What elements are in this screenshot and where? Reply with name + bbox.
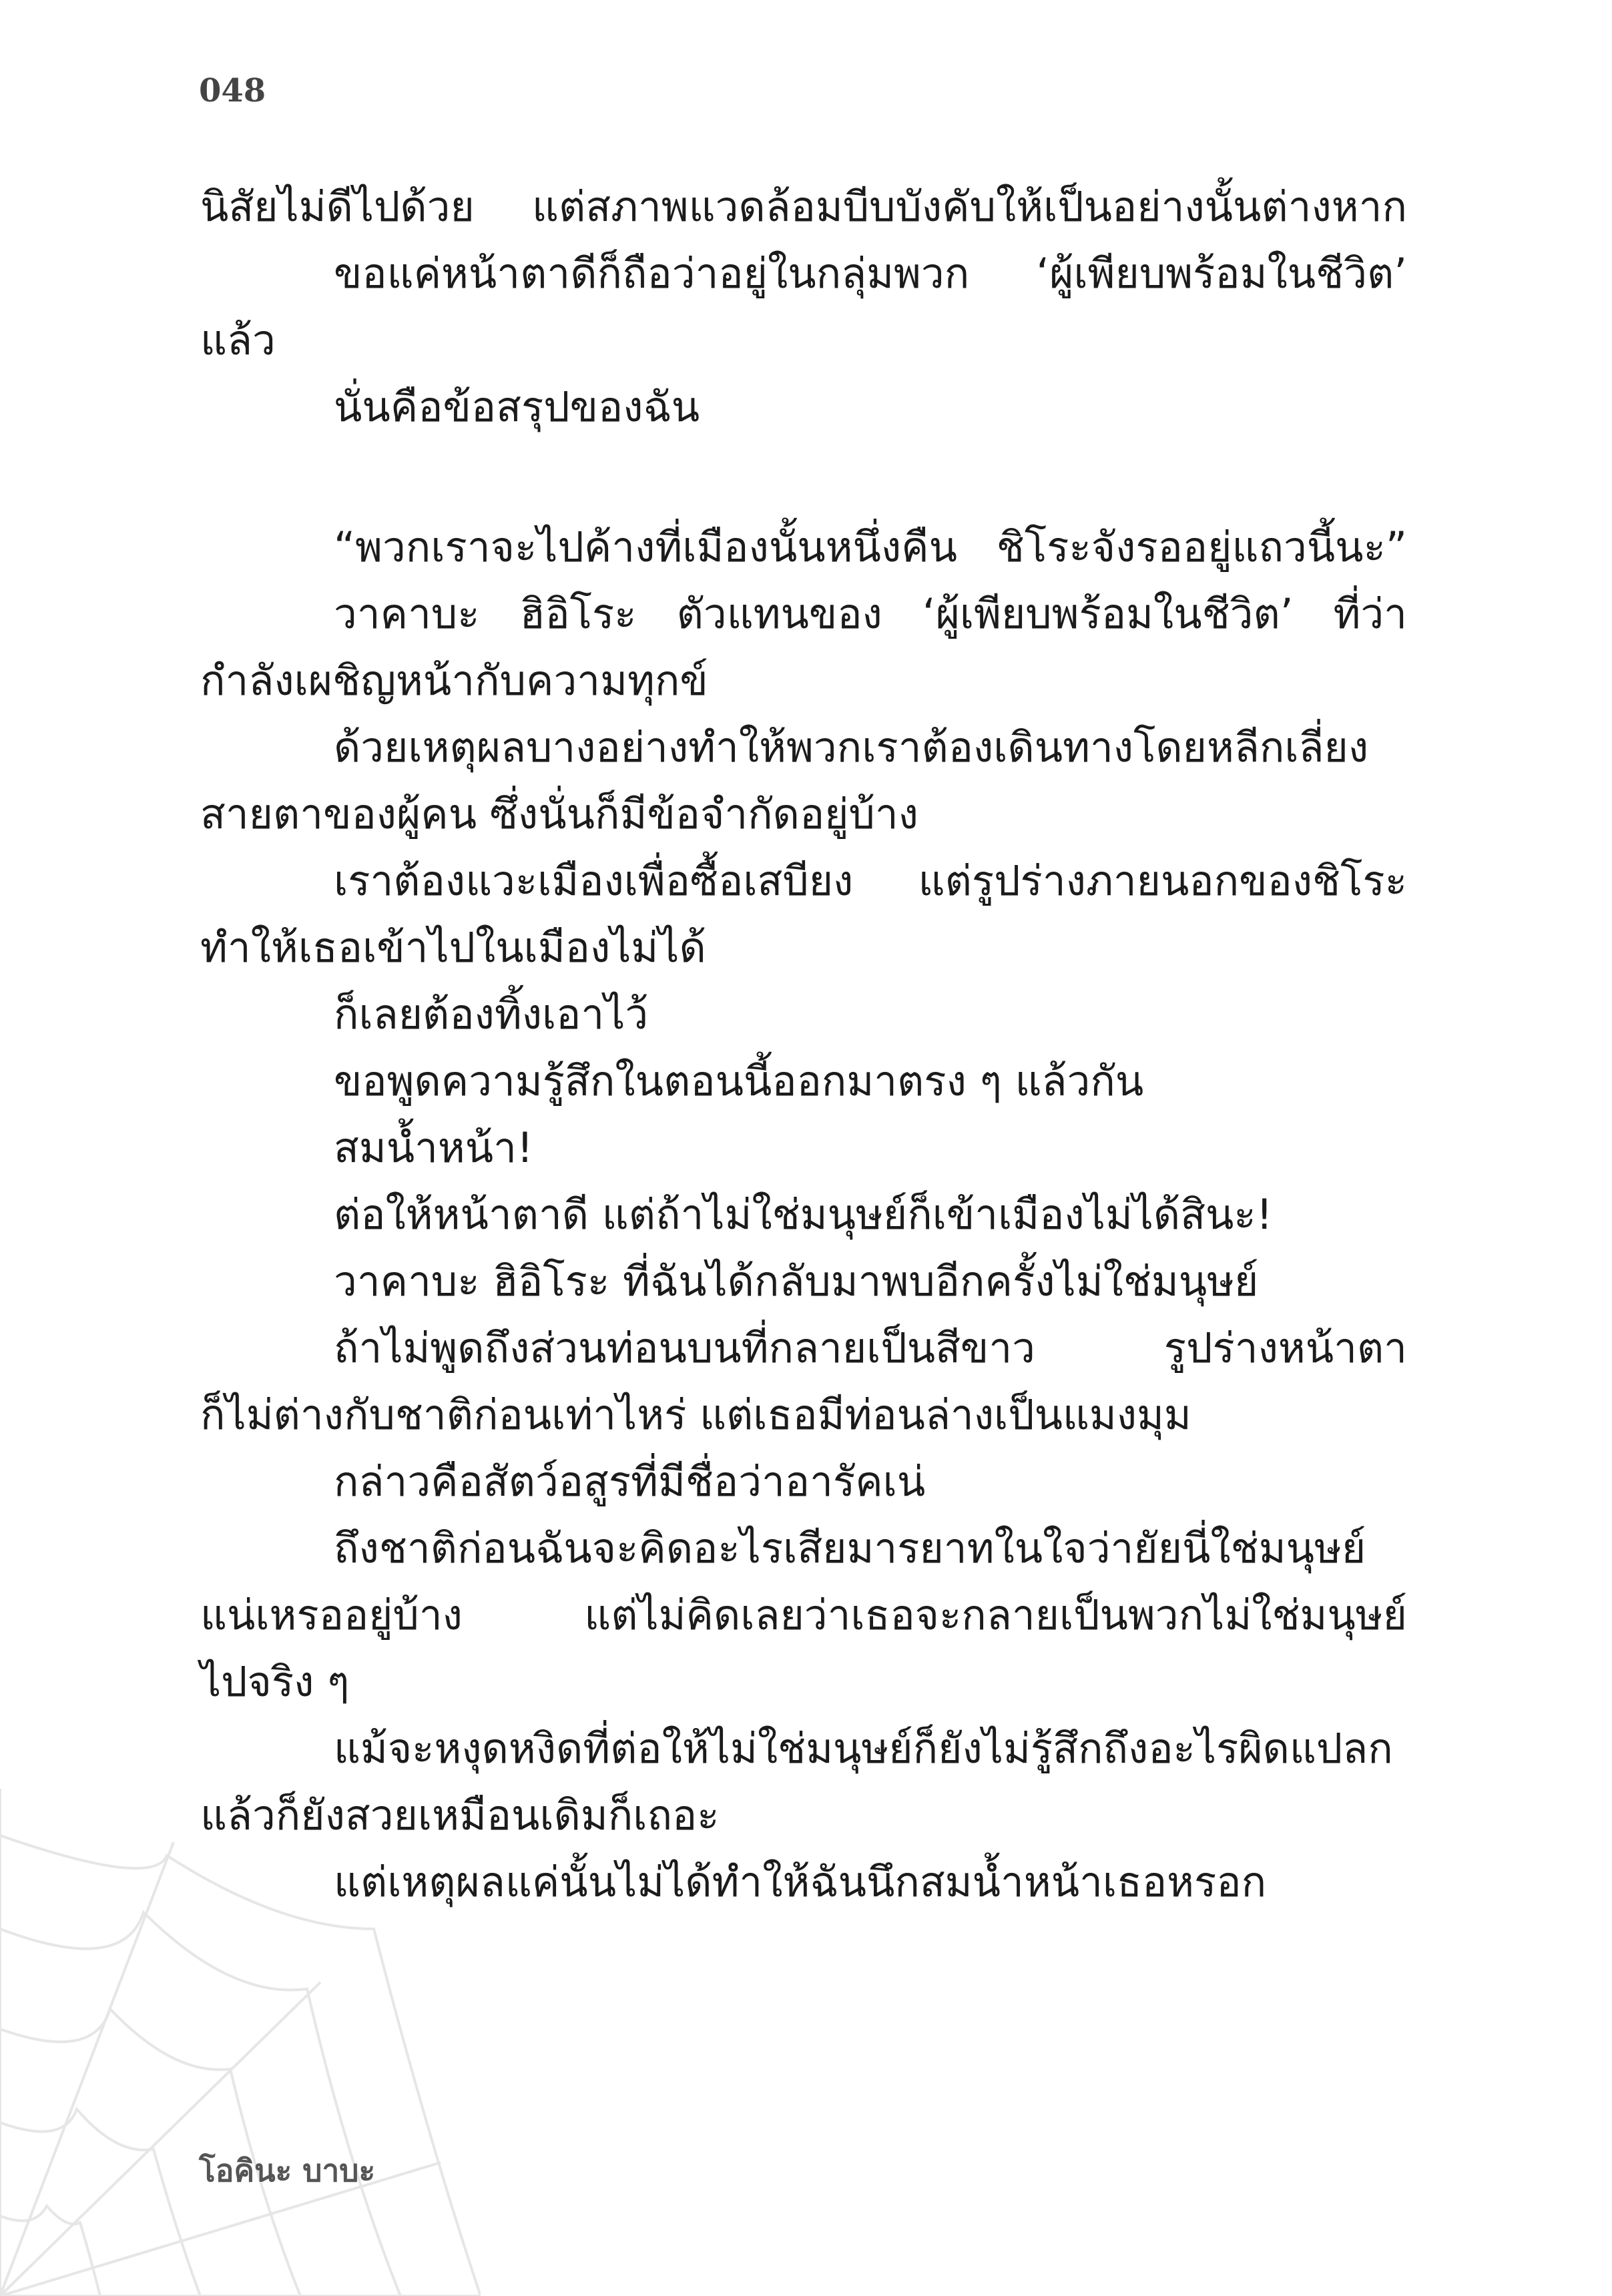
text-line: สมน้ำหน้า!: [334, 1123, 533, 1172]
text-line: ก็เลยต้องทิ้งเอาไว้: [334, 990, 649, 1039]
text-line: แน่เหรออยู่บ้าง แต่ไม่คิดเลยว่าเธอจะกลายเป็นพวกไม่ใช่มนุษย์: [200, 1591, 1407, 1639]
spider-web-decoration: [0, 1762, 481, 2296]
text-line: แต่เหตุผลแค่นั้นไม่ได้ทำให้ฉันนึกสมน้ำหน้าเธอหรอก: [334, 1857, 1267, 1906]
book-title-footer: โอคินะ บาบะ: [199, 2152, 376, 2189]
text-line: แล้ว: [200, 316, 276, 364]
text-line: ทำให้เธอเข้าไปในเมืองไม่ได้: [200, 923, 706, 972]
text-line: กล่าวคือสัตว์อสูรที่มีชื่อว่าอารัคเน่: [334, 1457, 926, 1506]
text-line: ด้วยเหตุผลบางอย่างทำให้พวกเราต้องเดินทางโดยหลีกเลี่ยง: [334, 723, 1369, 772]
text-line: ไปจริง ๆ: [200, 1657, 350, 1706]
text-line: กำลังเผชิญหน้ากับความทุกข์: [200, 656, 708, 705]
text-line: ต่อให้หน้าตาดี แต่ถ้าไม่ใช่มนุษย์ก็เข้าเมืองไม่ได้สินะ!: [334, 1190, 1273, 1239]
text-line: แล้วก็ยังสวยเหมือนเดิมก็เถอะ: [200, 1791, 720, 1839]
text-line: วาคาบะ ฮิอิโระ ตัวแทนของ ‘ผู้เพียบพร้อมในชีวิต’ ที่ว่า: [334, 589, 1407, 638]
text-line: ขอพูดความรู้สึกในตอนนี้ออกมาตรง ๆ แล้วกัน: [334, 1057, 1144, 1105]
text-line: แม้จะหงุดหงิดที่ต่อให้ไม่ใช่มนุษย์ก็ยังไม่รู้สึกถึงอะไรผิดแปลก: [334, 1724, 1393, 1773]
page-number: 048: [199, 72, 266, 109]
text-line: “พวกเราจะไปค้างที่เมืองนั้นหนึ่งคืน ชิโระจังรออยู่แถวนี้นะ”: [334, 523, 1407, 571]
text-line: ก็ไม่ต่างกับชาติก่อนเท่าไหร่ แต่เธอมีท่อนล่างเป็นแมงมุม: [200, 1390, 1191, 1439]
text-line: สายตาของผู้คน ซึ่งนั่นก็มีข้อจำกัดอยู่บ้าง: [200, 790, 918, 838]
text-line: เราต้องแวะเมืองเพื่อซื้อเสบียง แต่รูปร่างภายนอกของชิโระ: [334, 856, 1407, 905]
text-line: ขอแค่หน้าตาดีก็ถือว่าอยู่ในกลุ่มพวก ‘ผู้เพียบพร้อมในชีวิต’: [334, 249, 1407, 298]
text-line: ถึงชาติก่อนฉันจะคิดอะไรเสียมารยาทในใจว่ายัยนี่ใช่มนุษย์: [334, 1524, 1366, 1572]
text-line: วาคาบะ ฮิอิโระ ที่ฉันได้กลับมาพบอีกครั้งไม่ใช่มนุษย์: [334, 1257, 1259, 1306]
text-line: นั่นคือข้อสรุปของฉัน: [334, 382, 700, 431]
text-line: นิสัยไม่ดีไปด้วย แต่สภาพแวดล้อมบีบบังคับให้เป็นอย่างนั้นต่างหาก: [200, 182, 1407, 231]
text-line: ถ้าไม่พูดถึงส่วนท่อนบนที่กลายเป็นสีขาว รูปร่างหน้าตา: [334, 1324, 1407, 1372]
